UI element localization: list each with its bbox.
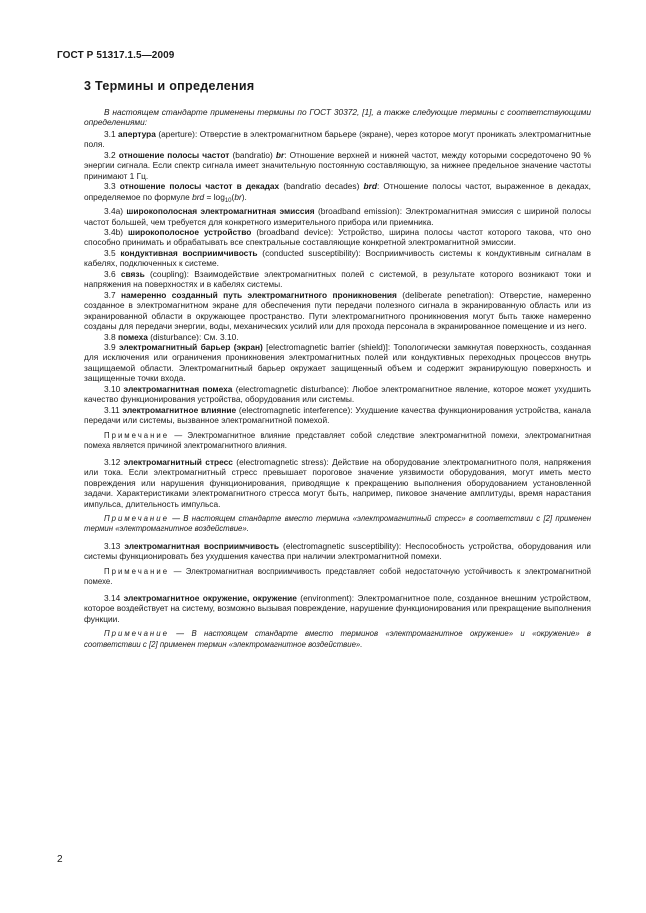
term-3-2: 3.2 отношение полосы частот (bandratio) br: Отношение верхней и нижней частот, между которыми сосредоточено 90 % энергии сигнала. Если спектр сигнала имеет значительную постоянную составляющую, за нижнее предельное значение частоты принимают 1 Гц. [84,149,591,181]
term-title: помеха [117,331,148,342]
note-label: Примечание [104,629,169,639]
term-title: электромагнитное влияние [122,404,237,415]
term-title: отношение полосы частот в декадах [119,181,280,192]
document-body [84,107,591,656]
note-label: Примечание [104,566,170,576]
term-title: электромагнитная восприимчивость [124,540,279,551]
note-3: Примечание — Электромагнитная восприимчивость представляет собой недостаточную устойчивость к электромагнитной помехе. [84,566,592,586]
intro-paragraph: В настоящем стандарте применены термины по ГОСТ 30372, [1], а также следующие термины с соответствующими определениями: [84,107,591,128]
document-header: ГОСТ Р 51317.1.5—2009 [57,50,175,61]
term-3-14: 3.14 электромагнитное окружение, окружение (environment): Электромагнитное поле, созданное внешним устройством, которое воздействует на систему, возможно вызывая повреждение, нарушение функционирования или прекращение выполнения функции. [84,592,591,624]
term-3-12: 3.12 электромагнитный стресс (electromagnetic stress): Действие на оборудование электромагнитного поля, напряжения или тока. Если электромагнитный стресс превышает пороговое значение уязвимости оборудования, могут иметь место повреждения или нарушения функционирования, приводящие к прекращению выполнения оборудованием установленной задачи. Характеристиками электромагнитного стресса могут быть, например, пиковое значение амплитуды, время нарастания импульса, длительность импульса. [84,457,591,509]
term-title: широкополосное устройство [128,226,252,237]
term-3-1: 3.1 апертура (aperture): Отверстие в электромагнитном барьере (экране), через которое могут проникать электромагнитные поля. [84,128,591,150]
note-4: Примечание — В настоящем стандарте вместо терминов «электромагнитное окружение» и «окружение» в соответствии с [2] применен термин «электромагнитное воздействие». [84,629,591,649]
term-title: отношение полосы частот [118,149,230,160]
term-title: широкополосная электромагнитная эмиссия [126,206,315,217]
term-3-4b: 3.4b) широкополосное устройство (broadband device): Устройство, ширина полосы частот которого такова, что оно способно принимать и обрабатывать все спектральные составляющие конкретной электромагнитной эмиссии. [84,226,591,248]
note-2: Примечание — В настоящем стандарте вместо термина «электромагнитный стресс» в соответствии с [2] применен термин «электромагнитное воздействие». [84,514,591,534]
term-title: кондуктивная восприимчивость [120,247,258,258]
note-label: Примечание [104,514,169,524]
term-title: апертура [118,128,156,139]
term-title: электромагнитный барьер (экран) [118,341,263,352]
term-title: электромагнитное окружение, окружение [123,592,297,603]
term-3-6: 3.6 связь (coupling): Взаимодействие электромагнитных полей с системой, в результате которого возникают токи и напряжения на поверхностях и в кабелях системы. [84,268,591,290]
term-title: намеренно созданный путь электромагнитного проникновения [120,289,397,300]
section-title: 3 Термины и определения [84,79,255,93]
term-3-4a: 3.4a) широкополосная электромагнитная эмиссия (broadband emission): Электромагнитная эмиссия с шириной полосы частот большей, чем требуется для конкретного измерительного прибора или приемника. [84,206,591,227]
term-3-8: 3.8 помеха (disturbance): См. 3.10. [104,331,239,342]
term-3-7: 3.7 намеренно созданный путь электромагнитного проникновения (deliberate penetration): Отверстие, намеренно созданное в электромагнитном экране для обеспечения пути передачи полезного сигнала в экранированную область или из экранированной области в окружающее пространство. Пути электромагнитного проникновения могут быть также намеренно созданы для передачи энергии, воды, механических усилий или для прохода персонала в экранированное помещение и из него. [84,289,591,332]
note-1: Примечание — Электромагнитное влияние представляет собой следствие электромагнитной помехи, электромагнитная помеха является причиной электромагнитного влияния. [84,430,591,450]
term-title: электромагнитная помеха [123,383,233,394]
term-3-3: 3.3 отношение полосы частот в декадах (bandratio decades) brd: Отношение полосы частот, выраженное в декадах, определяемое по формуле brd = $\log_{10}(br)$. [84,181,591,204]
term-title: связь [120,268,145,279]
note-label: Примечание [104,430,170,440]
term-3-13: 3.13 электромагнитная восприимчивость (electromagnetic susceptibility): Неспособность устройства, оборудования или системы функционировать без ухудшения качества при наличии электромагнитной помехи. [84,540,591,562]
term-3-9: 3.9 электромагнитный барьер (экран) [electromagnetic barrier (shield)]: Топологически замкнутая поверхность, созданная для исключения или ограничения проникновения электромагнитных полей или кондуктивных переходных процессов внутрь защищаемой области. Электромагнитный барьер окружает защищенный объем и содержит экранирующую поверхность и защищенные точки входа. [84,341,591,384]
term-title: электромагнитный стресс [123,457,233,467]
term-3-5: 3.5 кондуктивная восприимчивость (conducted susceptibility): Восприимчивость системы к кондуктивным сигналам в кабелях, подключенных к системе. [84,247,591,269]
term-3-10: 3.10 электромагнитная помеха (electromagnetic disturbance): Любое электромагнитное явление, которое может ухудшить качество функционирования устройства, оборудования или системы. [84,383,591,405]
term-3-11: 3.11 электромагнитное влияние (electromagnetic interference): Ухудшение качества функционирования устройства, канала передачи или системы, вызванное электромагнитной помехой. [84,404,591,426]
page-number: 2 [57,854,63,865]
